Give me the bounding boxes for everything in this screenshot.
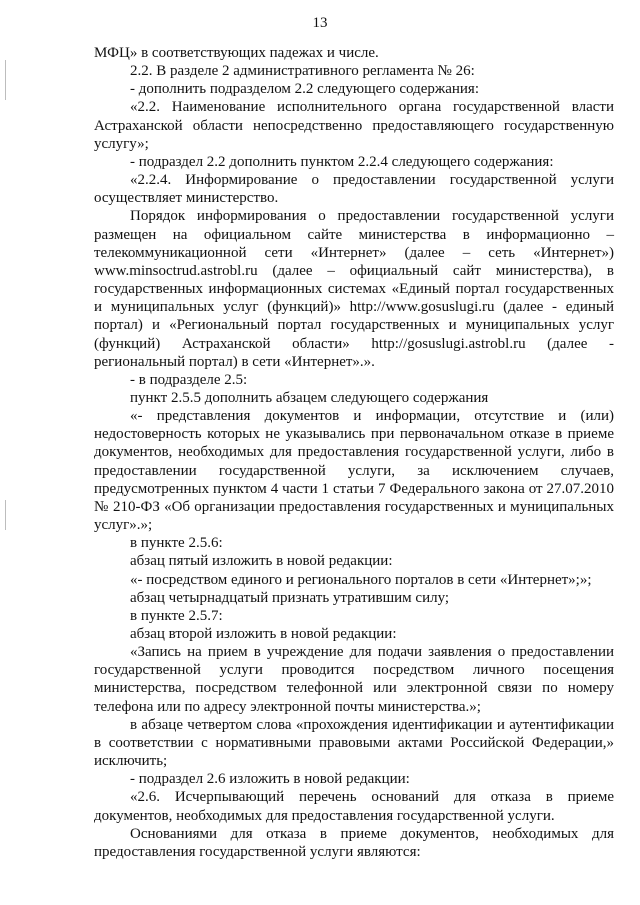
paragraph: абзац пятый изложить в новой редакции: bbox=[130, 553, 393, 570]
paragraph: - подраздел 2.6 изложить в новой редакции: bbox=[130, 771, 410, 788]
paragraph: Порядок информирования о предоставлении государственной услуги размещен на официальном сайте министерства в информационно – телекоммуникационной сети «Интернет» (далее – сеть «Интернет») www.minsoctrud.astrobl.ru (далее – официальный сайт министерства), в государственных информационных системах «Единый портал государственных и муниципальных услуг (функций)» http://www.gosuslugi.ru (далее - единый портал) и «Региональный портал государственных и муниципальных услуг (функций) Астраханской области» http://gosuslugi.astrobl.ru (далее - региональный портал) в сети «Интернет».». bbox=[94, 208, 614, 370]
paragraph: в пункте 2.5.6: bbox=[130, 535, 223, 552]
paragraph: - дополнить подразделом 2.2 следующего содержания: bbox=[130, 81, 479, 98]
scan-edge-mark bbox=[5, 60, 6, 100]
paragraph: абзац второй изложить в новой редакции: bbox=[130, 626, 397, 642]
document-body bbox=[94, 44, 614, 861]
paragraph: «- представления документов и информации, отсутствие и (или) недостоверность которых не указывались при первоначальном отказе в приеме документов, необходимых для предоставления государственной услуги, либо в предоставлении государственной услуги, за исключением случаев, предусмотренных пунктом 4 части 1 статьи 7 Федерального закона от 27.07.2010 № 210-ФЗ «Об организации предоставления государственных и муниципальных услуг».»; bbox=[94, 408, 614, 534]
paragraph: «- посредством единого и регионального порталов в сети «Интернет»;»; bbox=[130, 571, 592, 588]
paragraph: МФЦ» в соответствующих падежах и числе. bbox=[94, 45, 379, 61]
paragraph: 2.2. В разделе 2 административного регламента № 26: bbox=[130, 63, 475, 80]
paragraph: Основаниями для отказа в приеме документов, необходимых для предоставления государственной услуги являются: bbox=[94, 825, 614, 860]
paragraph: «2.2.4. Информирование о предоставлении государственной услуги осуществляет министерство. bbox=[94, 172, 614, 207]
paragraph: - подраздел 2.2 дополнить пунктом 2.2.4 следующего содержания: bbox=[130, 153, 554, 170]
paragraph: пункт 2.5.5 дополнить абзацем следующего содержания bbox=[130, 389, 489, 406]
paragraph: «2.2. Наименование исполнительного органа государственной власти Астраханской области непосредственно предоставляющего государственную услугу»; bbox=[94, 99, 614, 152]
paragraph: в абзаце четвертом слова «прохождения идентификации и аутентификации в соответствии с нормативными правовыми актами Российской Федерации,» исключить; bbox=[94, 716, 614, 770]
page-number: 13 bbox=[312, 15, 328, 31]
paragraph: в пункте 2.5.7: bbox=[130, 607, 223, 624]
paragraph: - в подразделе 2.5: bbox=[130, 371, 248, 388]
paragraph: абзац четырнадцатый признать утратившим силу; bbox=[130, 589, 450, 606]
paragraph: «2.6. Исчерпывающий перечень оснований для отказа в приеме документов, необходимых для предоставления государственной услуги. bbox=[94, 789, 614, 824]
paragraph: «Запись на прием в учреждение для подачи заявления о предоставлении государственной услуги проводится посредством личного посещения министерства, посредством телефонной или электронной связи по номеру телефона или по адресу электронной почты министерства.»; bbox=[94, 644, 614, 715]
scan-edge-mark bbox=[5, 500, 6, 530]
